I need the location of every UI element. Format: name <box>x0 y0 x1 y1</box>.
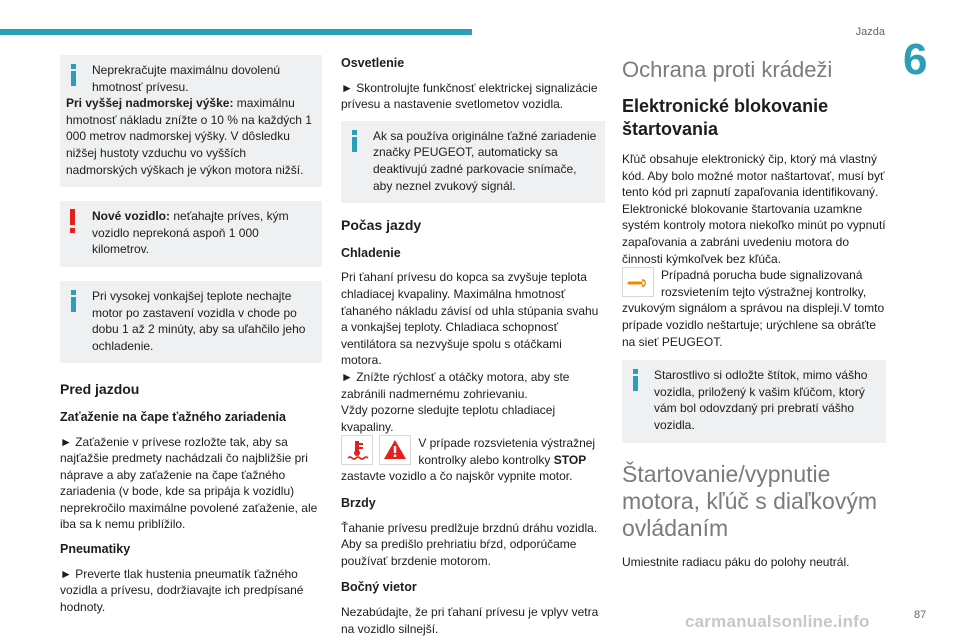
info-icon <box>629 369 643 391</box>
warning-lamps-paragraph: V prípade rozsvietenia výstražnej kontrolky alebo kontrolky STOP zastavte vozidlo a čo najskôr vypnite motor. <box>341 436 596 484</box>
subheading-wind: Bočný vietor <box>341 580 417 595</box>
info-box-max-weight <box>60 55 322 187</box>
heading-theft-protection: Ochrana proti krádeži <box>622 57 833 82</box>
box-text: Ak sa používa originálne ťažné zariadenie značky PEUGEOT, automaticky sa deaktivujú zadné parkovacie snímače, aby neznel zvukový signál. <box>373 128 597 193</box>
paragraph-brakes: Ťahanie prívesu predlžuje brzdnú dráhu vozidla. Aby sa predišlo prehriatiu bŕzd, odporúčame používať brzdenie motorom. <box>341 520 598 568</box>
page-number: 87 <box>914 609 927 621</box>
info-icon <box>348 130 362 152</box>
heading-before-driving: Pred jazdou <box>60 381 140 398</box>
paragraph-cooling-action: ► Znížte rýchlosť a otáčky motora, aby ste zabránili nadmernému zohrievaniu. <box>341 369 570 401</box>
box-text: Nové vozidlo: neťahajte príves, kým vozidlo neprekoná aspoň 1 000 kilometrov. <box>92 209 289 257</box>
subheading-load: Zaťaženie na čape ťažného zariadenia <box>60 409 286 424</box>
subheading-cooling: Chladenie <box>341 245 401 260</box>
column-2 <box>341 55 605 643</box>
box-text: Pri vysokej vonkajšej teplote nechajte motor po zastavení vozidla v chode po dobu 1 až 2 minúty, aby sa uľahčilo jeho ochladenie. <box>92 288 306 353</box>
warning-lamp-icons <box>341 435 414 465</box>
column-1 <box>60 55 322 621</box>
info-icon <box>67 64 81 86</box>
heading-while-driving: Počas jazdy <box>341 217 422 234</box>
warning-triangle-icon <box>379 435 411 465</box>
heading-start-stop: Štartovanie/vypnutie motora, kľúč s diaľkovým ovládaním <box>622 460 877 541</box>
paragraph-immobiliser-lock: Elektronické blokovanie štartovania uzamkne systém kontroly motora niekoľko minút po vypnutí zapaľovania a zabráni uvedeniu motora do činnosti kýmkoľvek bez kľúča. <box>622 201 886 266</box>
paragraph-immobiliser-chip: Kľúč obsahuje elektronický čip, ktorý má vlastný kód. Aby bolo možné motor naštartovať, musí byť tento kód pri zapnutí zapaľovania identifikovaný. <box>622 152 885 200</box>
column-3 <box>622 55 886 576</box>
paragraph-lights: ► Skontrolujte funkčnosť elektrickej signalizácie prívesu a nastavenie svetlometov vozidla. <box>341 80 598 112</box>
paragraph-neutral: Umiestnite radiacu páku do polohy neutrál. <box>622 554 850 569</box>
info-icon <box>67 290 81 312</box>
box-text: Neprekračujte maximálnu dovolenú hmotnosť prívesu. <box>92 63 281 94</box>
chapter-number: 6 <box>903 35 928 84</box>
info-box-key-label <box>622 360 886 442</box>
header-accent-bar <box>0 29 472 35</box>
watermark-text: carmanualsonline.info <box>685 612 870 631</box>
paragraph-cooling: Pri ťahaní prívesu do kopca sa zvyšuje teplota chladiacej kvapaliny. Maximálna hmotnosť ťahaného nákladu závisí od uhla stúpania svahu a vonkajšej teploty. Chladiaca schopnosť ventilátora sa nezvyšuje spolu s otáčkami motora. <box>341 270 599 368</box>
paragraph-wind: Nezabúdajte, že pri ťahaní prívesu je vplyv vetra na vozidlo silnejší. <box>341 605 599 636</box>
paragraph-cooling-watch: Vždy pozorne sledujte teplotu chladiacej kvapaliny. <box>341 403 556 434</box>
warning-box-new-vehicle <box>60 201 322 267</box>
box-text: Starostlivo si odložte štítok, mimo vášho vozidla, priložený k vašim kľúčom, ktorý vám bol odovzdaný pri prebratí vášho vozidla. <box>654 368 868 432</box>
section-label: Jazda <box>855 26 885 38</box>
warning-icon <box>70 209 76 233</box>
wrench-icon <box>622 267 654 297</box>
coolant-temperature-icon <box>341 435 373 465</box>
subheading-lights: Osvetlenie <box>341 56 405 70</box>
fault-paragraph: Prípadná porucha bude signalizovaná rozsvietením tejto výstražnej kontrolky, zvukovým signálom a správou na displeji.V tomto prípade vozidlo neštartuje; urýchlene sa obráťte na sieť PEUGEOT. <box>622 268 885 349</box>
paragraph-load: ► Zaťaženie v prívese rozložte tak, aby sa najťažšie predmety nachádzali čo najbližšie pri náprave a aby zaťaženie na čape ťažného zariadenia (v bode, kde sa pripája k vozidlu) neprekročilo maximálne povolené zaťaženie, ale iba sa k nemu priblížilo. <box>60 434 318 532</box>
fault-lamp-icon-wrap <box>622 267 657 297</box>
subheading-tyres: Pneumatiky <box>60 542 131 557</box>
box-text: Pri vyššej nadmorskej výške: maximálnu hmotnosť nákladu znížte o 10 % na každých 1 000 metrov nadmorskej výšky. V dôsledku nižšej hustoty vzduchu vo vyšších nadmorských výškach je výkon motora nižší. <box>66 96 312 177</box>
heading-immobiliser: Elektronické blokovanie štartovania <box>622 96 829 139</box>
info-box-high-temperature <box>60 281 322 363</box>
paragraph-tyres: ► Preverte tlak hustenia pneumatík ťažného vozidla a prívesu, dodržiavajte ich predpísané hodnoty. <box>60 566 304 614</box>
info-box-towbar <box>341 121 605 203</box>
subheading-brakes: Brzdy <box>341 496 376 511</box>
